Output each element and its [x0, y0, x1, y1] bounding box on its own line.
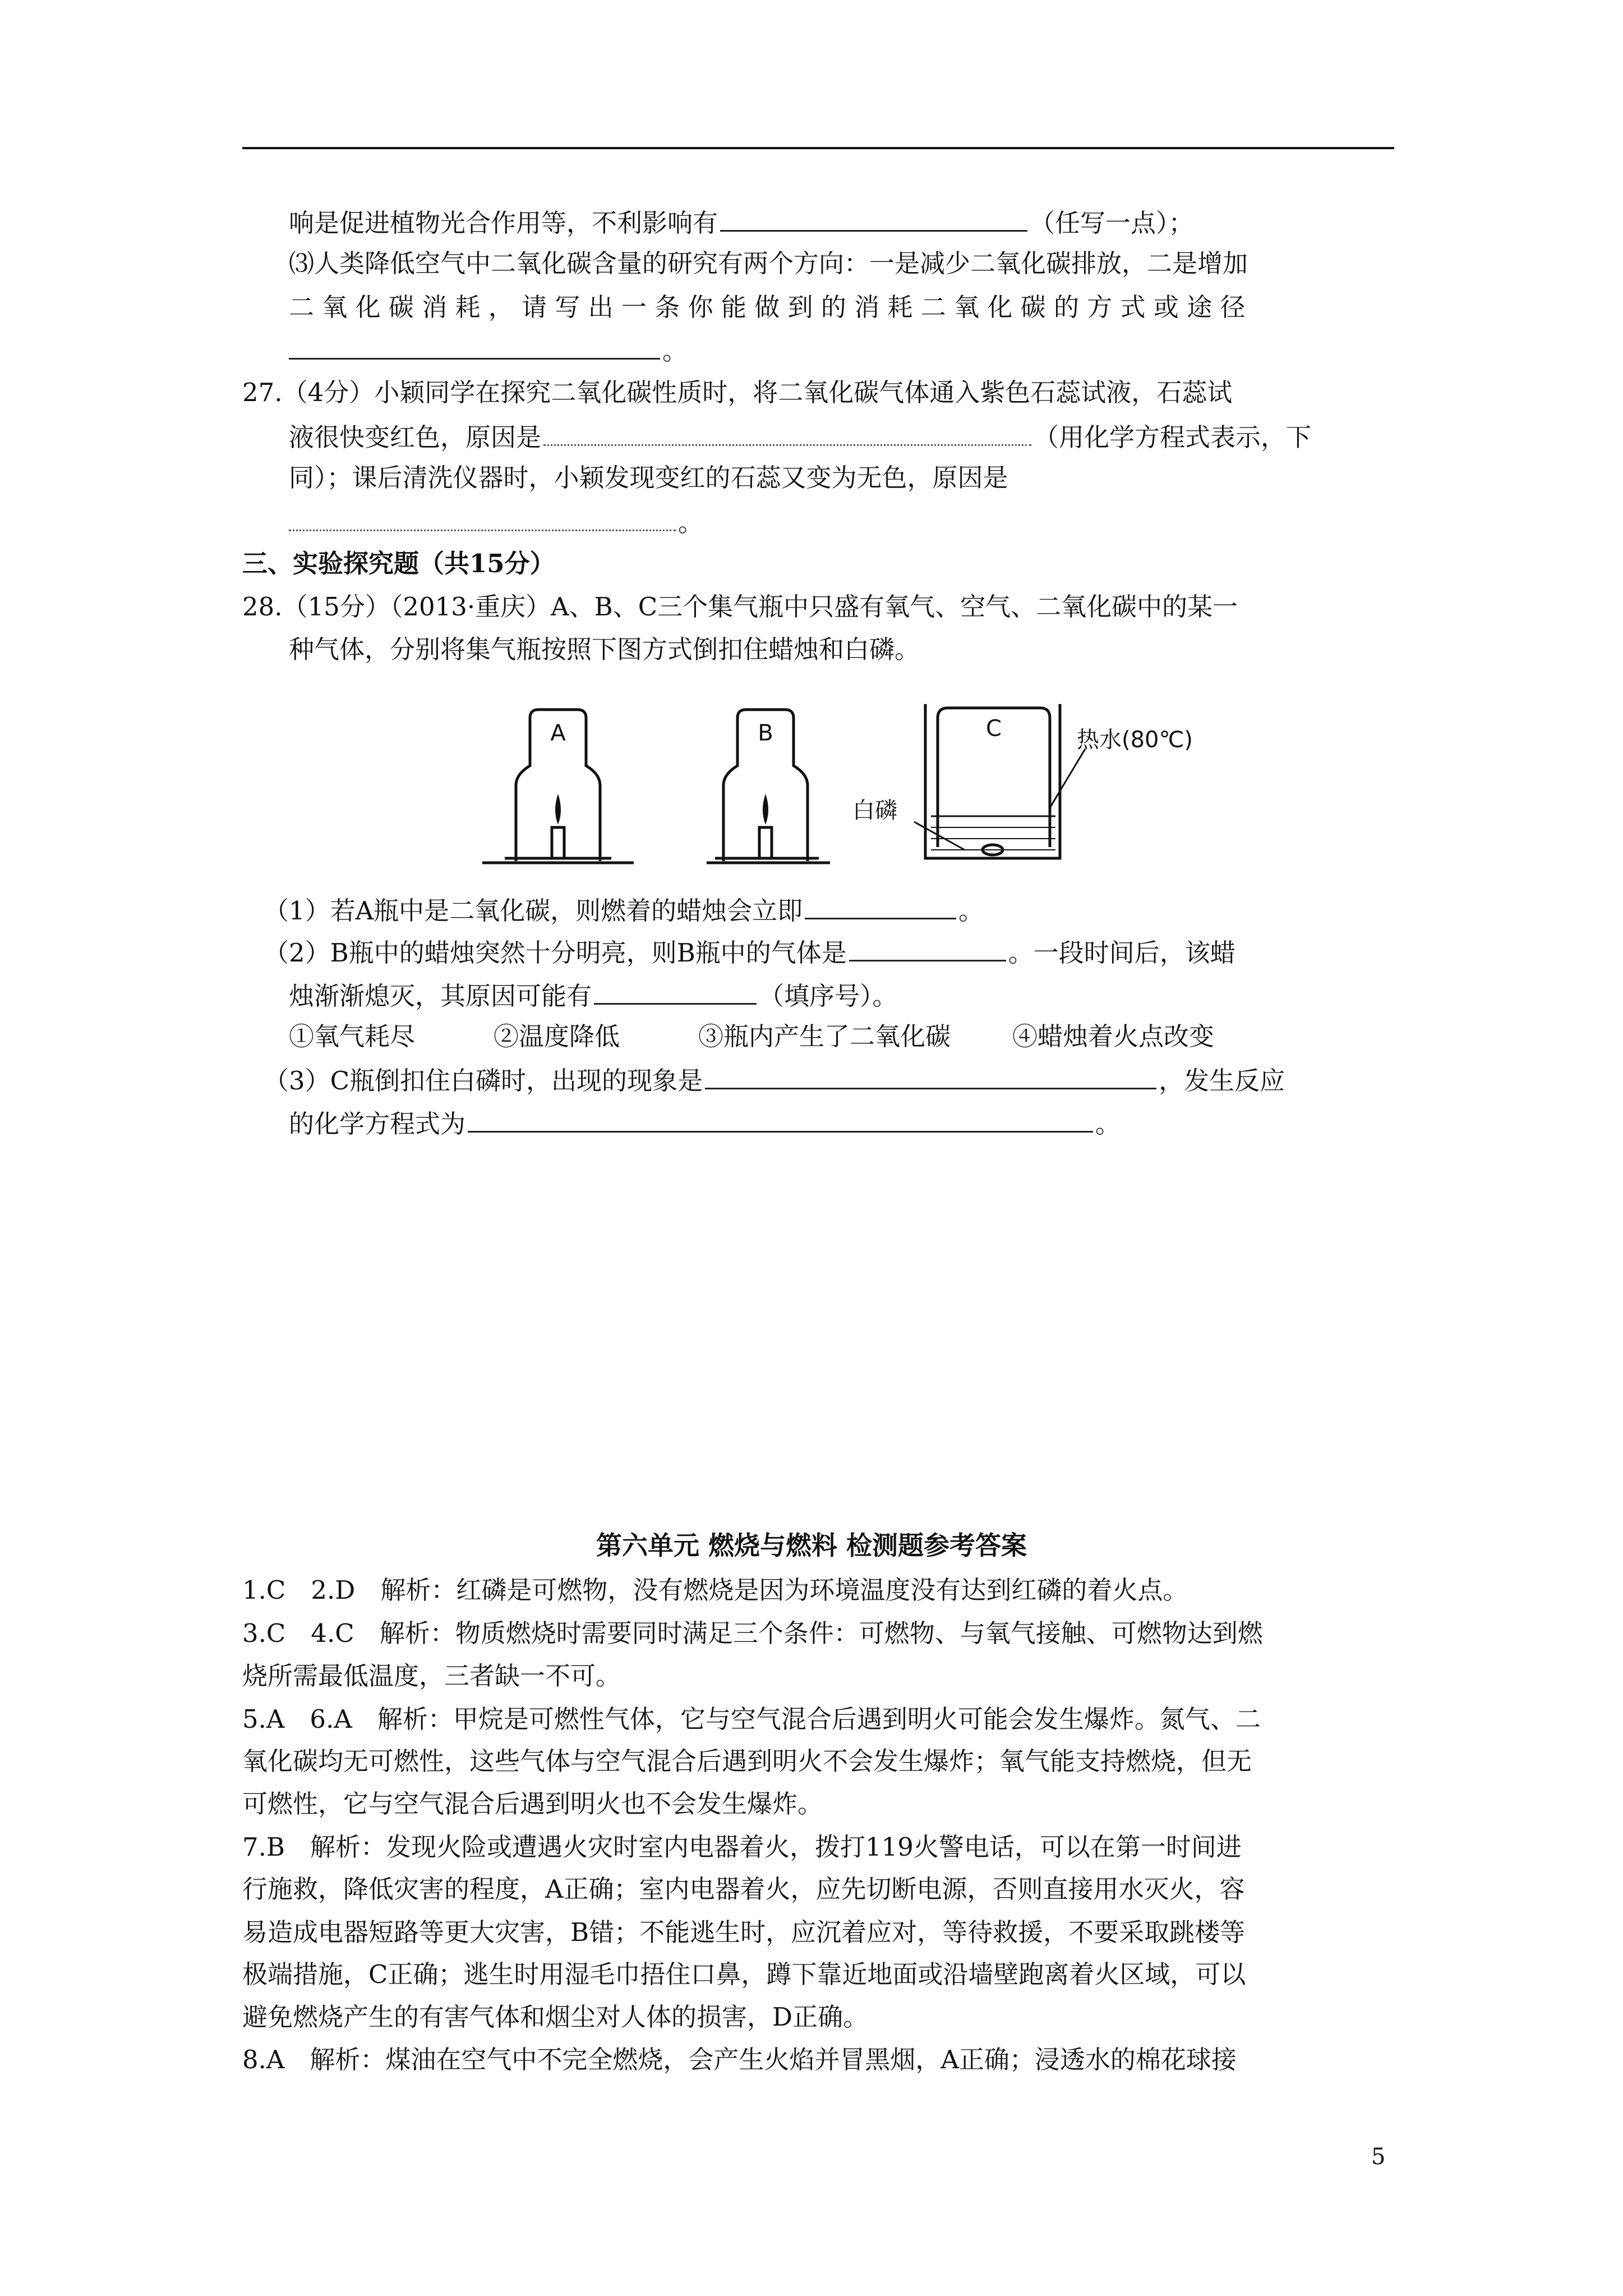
q27-line-3: 同）；课后清洗仪器时，小颖发现变红的石蕊又变为无色，原因是 [289, 463, 1008, 493]
label-b: B [758, 720, 773, 746]
q26-line-3: 二 氧 化 碳 消 耗 ， 请 写 出 一 条 你 能 做 到 的 消 耗 二 氧 化 碳 的 方 式 或 途 径 [289, 292, 1246, 322]
label-a: A [550, 720, 566, 746]
label-c: C [986, 716, 1002, 742]
answer-blank[interactable] [720, 204, 1027, 232]
white-p-label: 白磷 [852, 798, 897, 823]
candle-a [552, 827, 564, 858]
answer-line: 行施救，降低灾害的程度，A正确；室内电器着火，应先切断电源，否则直接用水灭火，容 [242, 1874, 1245, 1904]
white-p-pointer [914, 822, 965, 850]
experiment-figure [482, 696, 1223, 875]
header-rule [242, 147, 1394, 149]
punct: 。 [662, 336, 688, 366]
answer-line: 7.B 解析：发现火险或遭遇火灾时室内电器着火，拨打119火警电话，可以在第一时间进 [242, 1832, 1242, 1862]
answer-line: 烧所需最低温度，三者缺一不可。 [242, 1661, 621, 1691]
answer-blank[interactable] [289, 332, 660, 360]
q27-text: （用化学方程式表示，下 [1034, 422, 1312, 452]
answer-blank[interactable] [594, 977, 757, 1005]
q26-line-2: ⑶人类降低空气中二氧化碳含量的研究有两个方向：一是减少二氧化碳排放，二是增加 [289, 249, 1248, 278]
answer-line: 可燃性，它与空气混合后遇到明火也不会发生爆炸。 [242, 1789, 823, 1819]
punct: 。 [678, 508, 704, 537]
q28-text: 。一段时间后，该蜡 [1008, 938, 1235, 968]
punct: 。 [958, 896, 984, 926]
option-2: ②温度降低 [494, 1022, 620, 1051]
q28-part-2 [264, 934, 1235, 970]
q26-line-4 [289, 332, 688, 368]
q27-line-2 [289, 418, 1311, 454]
answer-line: 5.A 6.A 解析：甲烷是可燃性气体，它与空气混合后遇到明火可能会发生爆炸。氮气、二 [242, 1704, 1261, 1734]
answer-blank[interactable] [468, 1105, 1093, 1133]
q28-text: ，发生反应 [1159, 1066, 1285, 1096]
punct: 。 [1095, 1109, 1121, 1139]
answer-blank[interactable] [805, 892, 956, 919]
hot-water-pointer [1050, 749, 1085, 808]
answer-line: 1.C 2.D 解析：红磷是可燃物，没有燃烧是因为环境温度没有达到红磷的着火点。 [242, 1575, 1188, 1605]
q28-options [289, 1020, 1214, 1053]
q28-part-2b [289, 977, 898, 1013]
q27-text: 液很快变红色，原因是 [289, 422, 542, 452]
q27-line-4 [289, 504, 703, 540]
answer-line: 8.A 解析：煤油在空气中不完全燃烧，会产生火焰并冒黑烟，A正确；浸透水的棉花球接 [242, 2045, 1237, 2074]
answer-blank[interactable] [543, 418, 1031, 446]
q26-text: （任写一点）； [1030, 208, 1194, 238]
q28-line-2: 种气体，分别将集气瓶按照下图方式倒扣住蜡烛和白磷。 [289, 634, 920, 664]
section-title: 三、实验探究题（共15分） [242, 549, 555, 578]
option-1: ①氧气耗尽 [289, 1022, 416, 1051]
q26-line-1 [289, 204, 1194, 240]
q28-part-3b [289, 1105, 1121, 1141]
q28-text: 烛渐渐熄灭，其原因可能有 [289, 981, 592, 1011]
q28-text: （填序号）。 [759, 981, 898, 1011]
q28-part-3 [264, 1062, 1285, 1098]
q28-text: （3）C瓶倒扣住白磷时，出现的现象是 [264, 1066, 703, 1096]
q28-text: 的化学方程式为 [289, 1109, 466, 1139]
answer-blank[interactable] [849, 934, 1006, 961]
q28-text: （2）B瓶中的蜡烛突然十分明亮，则B瓶中的气体是 [264, 938, 847, 968]
page-number: 5 [1371, 2144, 1386, 2170]
answer-line: 氧化碳均无可燃性，这些气体与空气混合后遇到明火不会发生爆炸；氧气能支持燃烧，但无 [242, 1746, 1252, 1776]
flame-b-icon [763, 794, 768, 825]
q26-text: 响是促进植物光合作用等，不利影响有 [289, 208, 718, 238]
q27-line-1: 27.（4分）小颖同学在探究二氧化碳性质时，将二氧化碳气体通入紫色石蕊试液，石蕊试 [242, 378, 1233, 407]
flame-a-icon [555, 794, 561, 825]
answer-line: 易造成电器短路等更大灾害，B错；不能逃生时，应沉着应对，等待救援，不要采取跳楼等 [242, 1917, 1246, 1947]
option-3: ③瓶内产生了二氧化碳 [698, 1022, 951, 1051]
answer-blank[interactable] [289, 504, 676, 531]
candle-b [759, 827, 772, 858]
option-4: ④蜡烛着火点改变 [1012, 1022, 1215, 1051]
q28-line-1: 28.（15分）（2013·重庆）A、B、C三个集气瓶中只盛有氧气、空气、二氧化碳中的某一 [242, 592, 1238, 622]
answer-line: 3.C 4.C 解析：物质燃烧时需要同时满足三个条件：可燃物、与氧气接触、可燃物达到燃 [242, 1618, 1263, 1648]
q28-part-1 [264, 892, 984, 928]
answers-title: 第六单元 燃烧与燃料 检测题参考答案 [596, 1530, 1027, 1561]
answer-line: 极端措施，C正确；逃生时用湿毛巾捂住口鼻，蹲下靠近地面或沿墙壁跑离着火区域，可以 [242, 1959, 1246, 1989]
answer-line: 避免燃烧产生的有害气体和烟尘对人体的损害，D正确。 [242, 2002, 869, 2032]
hot-water-label: 热水(80℃) [1077, 727, 1193, 753]
q28-text: （1）若A瓶中是二氧化碳，则燃着的蜡烛会立即 [264, 896, 803, 926]
answer-blank[interactable] [705, 1062, 1156, 1089]
